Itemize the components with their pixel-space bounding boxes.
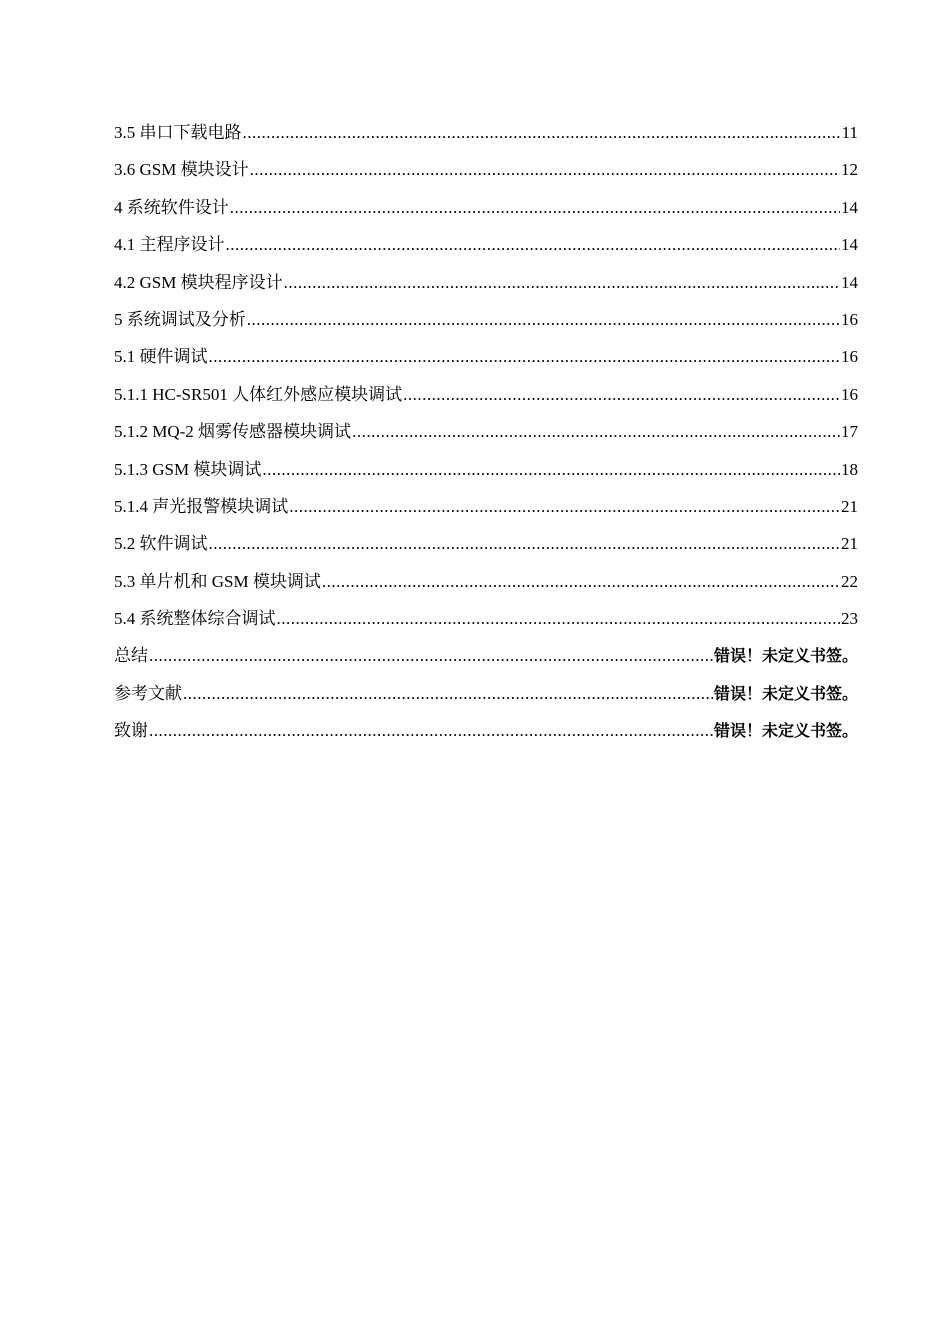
toc-entry-title: 4.2 GSM 模块程序设计 xyxy=(114,272,283,292)
toc-entry-acknowledgements[interactable] xyxy=(114,717,858,754)
toc-entry-5-1[interactable] xyxy=(114,343,858,380)
toc-dot-leader xyxy=(209,530,841,558)
toc-entry-title: 致谢 xyxy=(114,721,148,741)
toc-dot-leader xyxy=(183,680,713,708)
toc-entry-page-error: 错误！未定义书签。 xyxy=(713,646,858,666)
toc-entry-5-2[interactable] xyxy=(114,530,858,567)
toc-entry-page-error: 错误！未定义书签。 xyxy=(713,683,858,703)
toc-entry-3-5[interactable] xyxy=(114,119,858,156)
toc-entry-4-1[interactable] xyxy=(114,231,858,268)
toc-entry-5-1-4[interactable] xyxy=(114,493,858,530)
toc-entry-page: 21 xyxy=(841,496,858,516)
toc-entry-page: 18 xyxy=(841,459,858,479)
toc-entry-page: 22 xyxy=(841,571,858,591)
toc-entry-page: 14 xyxy=(841,272,858,292)
toc-entry-page: 12 xyxy=(841,160,858,180)
toc-dot-leader xyxy=(403,381,840,409)
toc-dot-leader xyxy=(247,306,840,334)
toc-entry-4[interactable] xyxy=(114,194,858,231)
toc-entry-references[interactable] xyxy=(114,680,858,717)
toc-entry-title: 5.4 系统整体综合调试 xyxy=(114,609,276,629)
toc-entry-page: 16 xyxy=(841,384,858,404)
table-of-contents xyxy=(114,119,858,755)
toc-entry-5-4[interactable] xyxy=(114,605,858,642)
toc-entry-title: 参考文献 xyxy=(114,683,182,703)
toc-entry-page: 21 xyxy=(841,534,858,554)
toc-entry-title: 4.1 主程序设计 xyxy=(114,235,225,255)
toc-entry-title: 总结 xyxy=(114,646,148,666)
toc-dot-leader xyxy=(230,194,840,222)
toc-dot-leader xyxy=(262,456,840,484)
toc-dot-leader xyxy=(289,493,840,521)
toc-dot-leader xyxy=(209,343,841,371)
toc-entry-5-1-1[interactable] xyxy=(114,381,858,418)
toc-entry-page: 23 xyxy=(841,609,858,629)
toc-entry-title: 3.5 串口下载电路 xyxy=(114,123,242,142)
toc-entry-title: 3.6 GSM 模块设计 xyxy=(114,160,249,180)
toc-dot-leader xyxy=(250,156,840,184)
toc-entry-5[interactable] xyxy=(114,306,858,343)
toc-dot-leader xyxy=(284,269,840,297)
toc-entry-5-1-2[interactable] xyxy=(114,418,858,455)
toc-dot-leader xyxy=(149,717,713,745)
toc-entry-5-1-3[interactable] xyxy=(114,456,858,493)
toc-entry-page: 14 xyxy=(841,235,858,255)
toc-entry-title: 5.1.1 HC-SR501 人体红外感应模块调试 xyxy=(114,384,403,404)
toc-entry-page: 14 xyxy=(841,197,858,217)
toc-entry-page: 11 xyxy=(841,123,858,142)
toc-dot-leader xyxy=(322,568,840,596)
toc-entry-title: 4 系统软件设计 xyxy=(114,197,229,217)
toc-entry-page: 16 xyxy=(841,309,858,329)
toc-dot-leader xyxy=(352,418,840,446)
toc-dot-leader xyxy=(277,605,841,633)
toc-entry-title: 5 系统调试及分析 xyxy=(114,309,246,329)
toc-entry-title: 5.1.4 声光报警模块调试 xyxy=(114,496,289,516)
toc-entry-page: 16 xyxy=(841,347,858,367)
toc-entry-page-error: 错误！未定义书签。 xyxy=(713,721,858,741)
toc-entry-summary[interactable] xyxy=(114,642,858,679)
toc-entry-title: 5.2 软件调试 xyxy=(114,534,208,554)
toc-entry-title: 5.1.3 GSM 模块调试 xyxy=(114,459,262,479)
toc-entry-page: 17 xyxy=(841,422,858,442)
toc-entry-title: 5.1 硬件调试 xyxy=(114,347,208,367)
toc-dot-leader xyxy=(149,642,713,670)
toc-entry-3-6[interactable] xyxy=(114,156,858,193)
toc-dot-leader xyxy=(243,119,841,147)
toc-entry-title: 5.3 单片机和 GSM 模块调试 xyxy=(114,571,321,591)
toc-dot-leader xyxy=(226,231,841,259)
toc-entry-4-2[interactable] xyxy=(114,269,858,306)
toc-entry-5-3[interactable] xyxy=(114,568,858,605)
toc-entry-title: 5.1.2 MQ-2 烟雾传感器模块调试 xyxy=(114,422,352,442)
